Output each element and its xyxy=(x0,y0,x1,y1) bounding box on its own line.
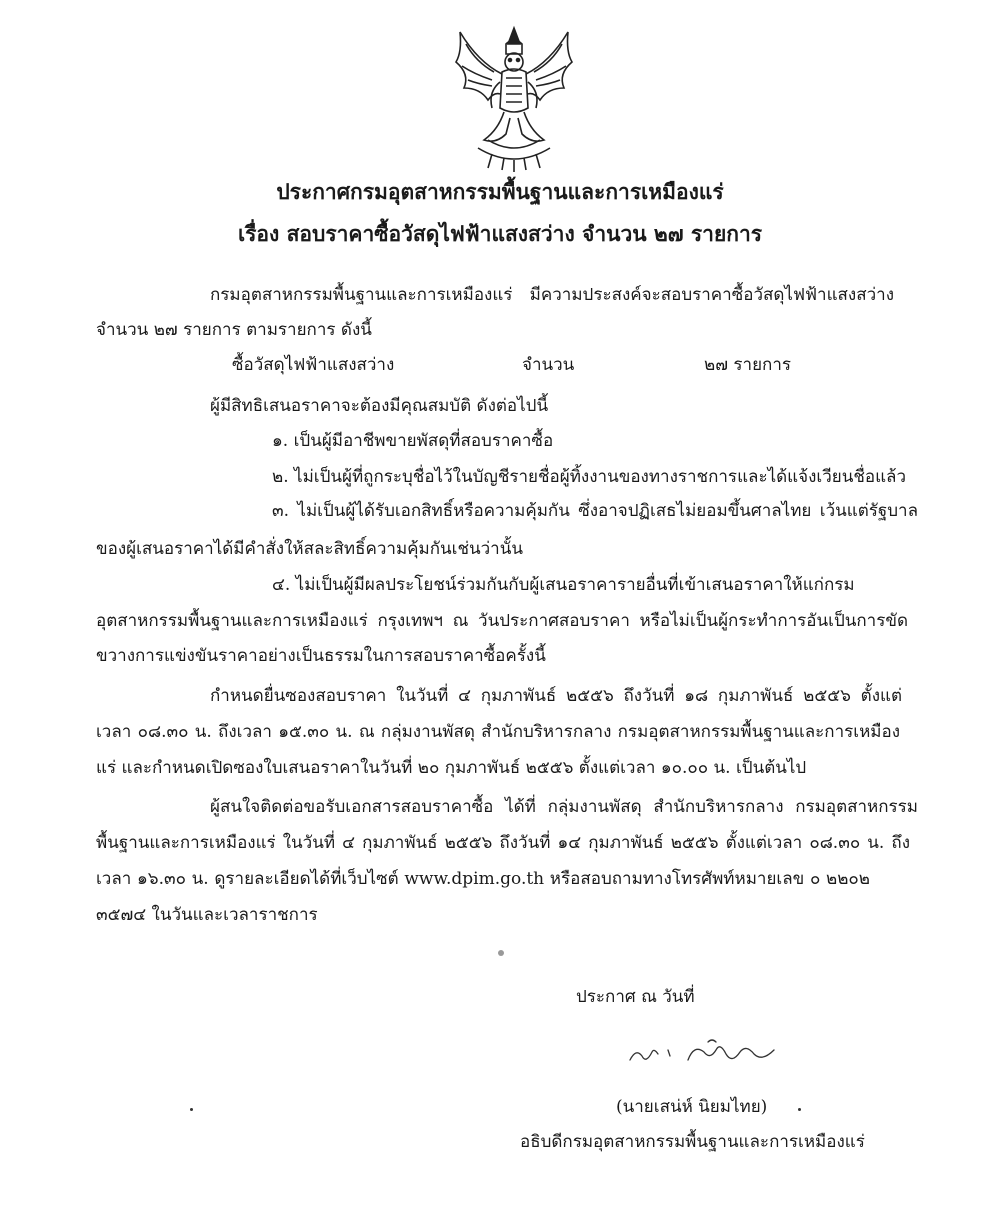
deadline-line-2: เวลา ๐๘.๓๐ น. ถึงเวลา ๑๕.๓๐ น. ณ กลุ่มงานพัสดุ สำนักบริหารกลาง กรมอุตสาหกรรมพื้นฐานและการเหมือง xyxy=(96,722,900,742)
qualification-4-line-1: ๔. ไม่เป็นผู้มีผลประโยชน์ร่วมกันกับผู้เสนอราคารายอื่นที่เข้าเสนอราคาให้แก่กรม xyxy=(272,575,855,595)
qualification-1: ๑. เป็นผู้มีอาชีพขายพัสดุที่สอบราคาซื้อ xyxy=(272,431,554,451)
deadline-line-1: กำหนดยื่นซองสอบราคา ในวันที่ ๔ กุมภาพันธ์ ๒๕๕๖ ถึงวันที่ ๑๘ กุมภาพันธ์ ๒๕๕๖ ตั้งแต่ xyxy=(210,686,902,706)
signature-icon xyxy=(624,1030,784,1074)
garuda-emblem-icon xyxy=(448,22,580,172)
item-name: ซื้อวัสดุไฟฟ้าแสงสว่าง xyxy=(232,355,395,375)
announcement-subject: เรื่อง สอบราคาซื้อวัสดุไฟฟ้าแสงสว่าง จำนวน ๒๗ รายการ xyxy=(237,221,763,246)
announce-date: ประกาศ ณ วันที่ xyxy=(576,987,695,1007)
qualification-4-line-2: อุตสาหกรรมพื้นฐานและการเหมืองแร่ กรุงเทพฯ ณ วันประกาศสอบราคา หรือไม่เป็นผู้กระทำการอันเป็นการขัด xyxy=(96,611,908,631)
qualification-2: ๒. ไม่เป็นผู้ที่ถูกระบุชื่อไว้ในบัญชีรายชื่อผู้ทิ้งงานของทางราชการและได้แจ้งเวียนชื่อแล้ว xyxy=(272,467,906,487)
item-qty-value: ๒๗ รายการ xyxy=(704,355,792,375)
scan-speck xyxy=(190,1108,193,1111)
signer-name: (นายเสน่ห์ นิยมไทย) xyxy=(616,1097,768,1117)
qualifications-heading: ผู้มีสิทธิเสนอราคาจะต้องมีคุณสมบัติ ดังต่อไปนี้ xyxy=(210,396,549,416)
contact-line-2: พื้นฐานและการเหมืองแร่ ในวันที่ ๔ กุมภาพันธ์ ๒๕๕๖ ถึงวันที่ ๑๔ กุมภาพันธ์ ๒๕๕๖ ตั้งแต่เวลา ๐๘.๓๐ น. ถึง xyxy=(96,833,910,853)
contact-line-3: เวลา ๑๖.๓๐ น. ดูรายละเอียดได้ที่เว็บไซต์ www.dpim.go.th หรือสอบถามทางโทรศัพท์หมายเลข ๐ ๒๒๐๒ xyxy=(96,869,870,889)
contact-line-1: ผู้สนใจติดต่อขอรับเอกสารสอบราคาซื้อ ได้ที่ กลุ่มงานพัสดุ สำนักบริหารกลาง กรมอุตสาหกรรม xyxy=(210,797,918,817)
qualification-4-line-3: ขวางการแข่งขันราคาอย่างเป็นธรรมในการสอบราคาซื้อครั้งนี้ xyxy=(96,646,546,666)
qualification-3-line-1: ๓. ไม่เป็นผู้ได้รับเอกสิทธิ์หรือความคุ้มกัน ซึ่งอาจปฏิเสธไม่ยอมขึ้นศาลไทย เว้นแต่รัฐบาล xyxy=(272,501,918,521)
contact-line-4: ๓๕๗๔ ในวันและเวลาราชการ xyxy=(96,905,318,925)
intro-line-2: จำนวน ๒๗ รายการ ตามรายการ ดังนี้ xyxy=(96,320,372,340)
qualification-3-line-2: ของผู้เสนอราคาได้มีคำสั่งให้สละสิทธิ์ความคุ้มกันเช่นว่านั้น xyxy=(96,539,523,559)
signer-title: อธิบดีกรมอุตสาหกรรมพื้นฐานและการเหมืองแร่ xyxy=(520,1132,865,1152)
scan-speck xyxy=(798,1108,801,1111)
announcement-title: ประกาศกรมอุตสาหกรรมพื้นฐานและการเหมืองแร่ xyxy=(276,179,724,204)
scan-speck xyxy=(498,950,504,956)
intro-line-1: กรมอุตสาหกรรมพื้นฐานและการเหมืองแร่ มีความประสงค์จะสอบราคาซื้อวัสดุไฟฟ้าแสงสว่าง xyxy=(210,285,894,305)
item-qty-label: จำนวน xyxy=(522,355,575,375)
deadline-line-3: แร่ และกำหนดเปิดซองใบเสนอราคาในวันที่ ๒๐ กุมภาพันธ์ ๒๕๕๖ ตั้งแต่เวลา ๑๐.๐๐ น. เป็นต้นไป xyxy=(96,758,807,778)
